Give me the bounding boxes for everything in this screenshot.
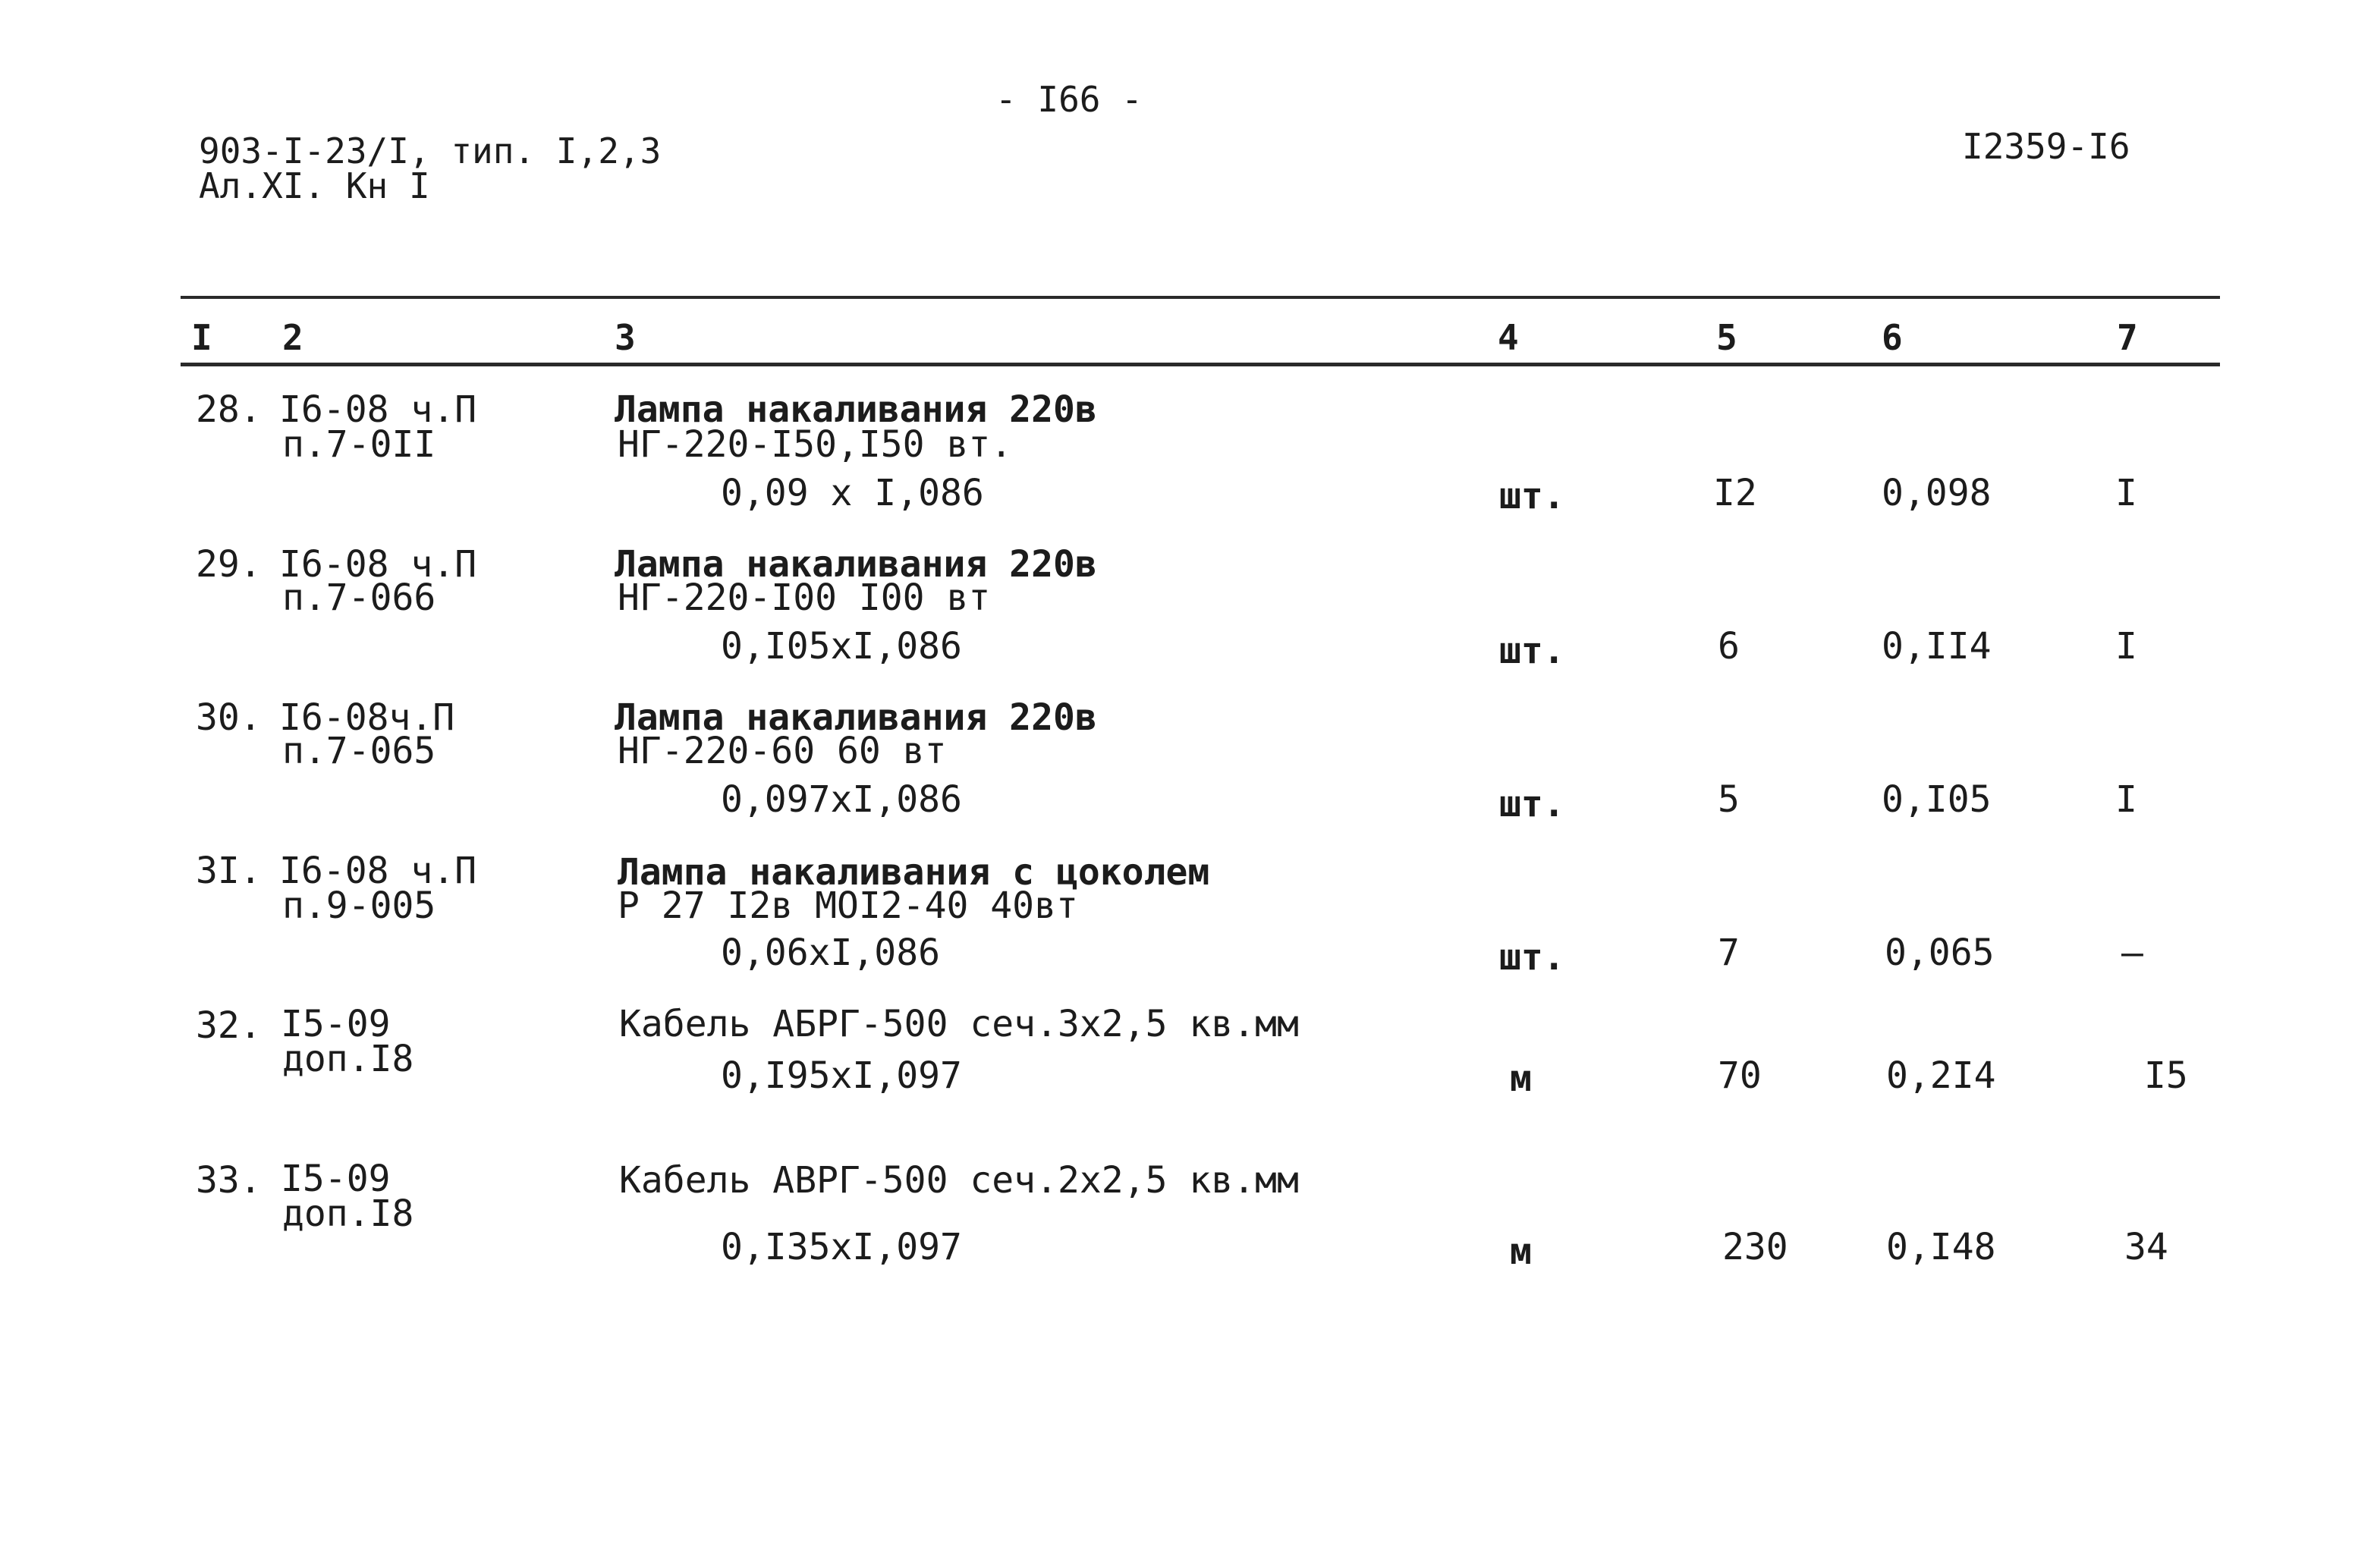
table-top-rule	[181, 296, 2220, 299]
quantity: I2	[1713, 472, 1757, 514]
row-number: 33.	[196, 1159, 262, 1202]
norm-item: п.7-066	[282, 577, 436, 619]
calc-formula: 0,06xI,086	[721, 932, 940, 974]
quantity: 70	[1718, 1054, 1762, 1097]
norm-item: п.9-005	[282, 885, 436, 927]
column-header-4: 4	[1498, 317, 1519, 358]
calc-formula: 0,I95xI,097	[721, 1054, 962, 1097]
unit: шт.	[1499, 630, 1565, 672]
unit: м	[1510, 1057, 1532, 1100]
column-header-1: I	[191, 317, 212, 358]
calc-formula: 0,I35xI,097	[721, 1226, 962, 1268]
total: I	[2115, 778, 2137, 821]
item-description: Лампа накаливания 220в	[615, 543, 1097, 586]
coefficient: 0,I48	[1886, 1226, 1996, 1268]
unit: шт.	[1499, 475, 1565, 517]
coefficient: 0,065	[1885, 932, 1995, 974]
column-header-5: 5	[1716, 317, 1737, 358]
norm-code: I6-08ч.П	[279, 696, 455, 739]
document-code: I2359-I6	[1962, 126, 2130, 167]
row-number: 29.	[196, 543, 262, 586]
document-reference	[199, 130, 662, 206]
item-description: Лампа накаливания с цоколем	[618, 851, 1210, 894]
norm-code: I5-09	[281, 1003, 391, 1045]
norm-code: I6-08 ч.П	[279, 543, 477, 586]
item-description-model: НГ-220-I50,I50 вт.	[618, 423, 1013, 466]
item-description: Лампа накаливания 220в	[615, 696, 1097, 739]
unit: шт.	[1499, 783, 1565, 825]
norm-item: доп.I8	[282, 1038, 414, 1080]
item-description-model: НГ-220-60 60 вт	[618, 730, 947, 772]
coefficient: 0,II4	[1882, 625, 1992, 668]
calc-formula: 0,I05xI,086	[721, 625, 962, 668]
column-header-3: 3	[615, 317, 636, 358]
item-description-model: Р 27 I2в МОI2-40 40вт	[618, 885, 1078, 927]
unit: шт.	[1499, 936, 1565, 979]
total: –	[2121, 932, 2143, 974]
total: 34	[2124, 1226, 2168, 1268]
row-number: 3I.	[196, 850, 262, 892]
coefficient: 0,098	[1882, 472, 1992, 514]
unit: м	[1510, 1230, 1532, 1273]
calc-formula: 0,097xI,086	[721, 778, 962, 821]
document-reference-line-2: Ал.XI. Кн I	[199, 165, 430, 206]
norm-code: I6-08 ч.П	[279, 850, 477, 892]
calc-formula: 0,09 x I,086	[721, 472, 984, 514]
column-header-7: 7	[2117, 317, 2138, 358]
row-number: 28.	[196, 388, 262, 431]
norm-item: п.7-065	[282, 730, 436, 772]
row-number: 32.	[196, 1004, 262, 1047]
norm-item: доп.I8	[282, 1192, 414, 1235]
total: I5	[2144, 1054, 2188, 1097]
item-description-model: НГ-220-I00 I00 вт	[618, 577, 991, 619]
coefficient: 0,2I4	[1886, 1054, 1996, 1097]
quantity: 6	[1718, 625, 1740, 668]
total: I	[2115, 625, 2137, 668]
norm-code: I5-09	[281, 1158, 391, 1200]
quantity: 230	[1722, 1226, 1788, 1268]
norm-item: п.7-0II	[282, 423, 436, 466]
document-reference-line-1: 903-I-23/I, тип. I,2,3	[199, 130, 662, 171]
norm-code: I6-08 ч.П	[279, 388, 477, 431]
row-number: 30.	[196, 696, 262, 739]
page-number: - I66 -	[995, 79, 1143, 120]
item-description: Лампа накаливания 220в	[615, 388, 1097, 431]
quantity: 5	[1718, 778, 1740, 821]
coefficient: 0,I05	[1882, 778, 1992, 821]
item-description: Кабель АВРГ-500 сеч.2x2,5 кв.мм	[619, 1159, 1299, 1202]
total: I	[2115, 472, 2137, 514]
quantity: 7	[1718, 932, 1740, 974]
item-description: Кабель АБРГ-500 сеч.3x2,5 кв.мм	[619, 1003, 1299, 1045]
table-header-rule	[181, 363, 2220, 366]
column-header-6: 6	[1882, 317, 1903, 358]
column-header-2: 2	[282, 317, 303, 358]
